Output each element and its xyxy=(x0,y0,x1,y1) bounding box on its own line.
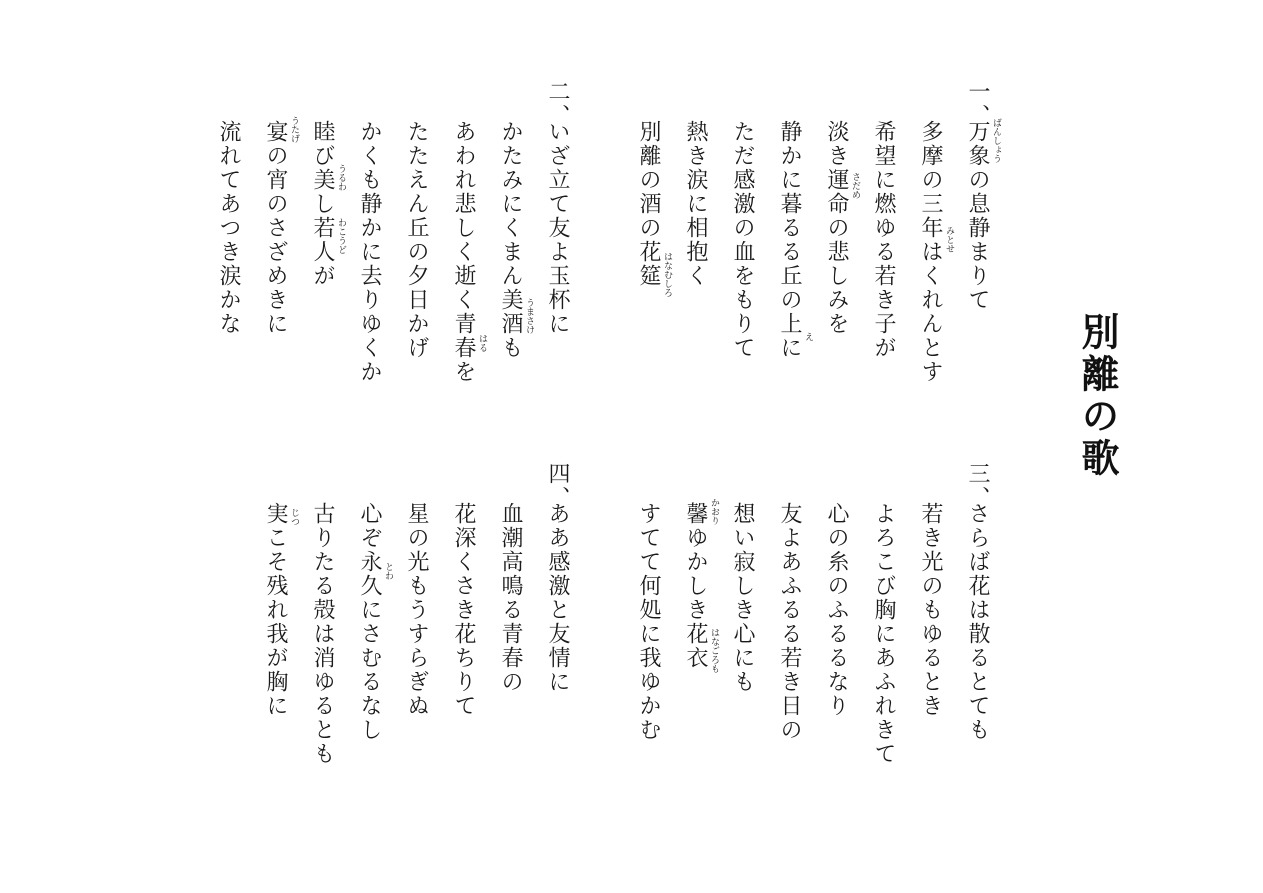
ruby: わこうど xyxy=(336,218,346,254)
verse-line: 実こそ残れ我が胸に xyxy=(263,502,288,718)
verse-line: 睦び美し若人が xyxy=(310,120,335,288)
verse-line: 馨ゆかしき花衣 xyxy=(683,502,708,670)
verse-line: 静かに暮るる丘の上に xyxy=(777,120,802,360)
ruby: じつ xyxy=(289,508,299,526)
verse-line: ただ感激の血をもりて xyxy=(730,120,755,360)
ruby: うたげ xyxy=(289,116,299,143)
verse-line: いざ立て友よ玉杯に xyxy=(545,120,570,336)
verse-line: よろこび胸にあふれきて xyxy=(871,502,896,766)
verse-line: 多摩の三年はくれんとす xyxy=(918,120,943,384)
verse-3 xyxy=(620,462,1000,792)
verse-line: 血潮高鳴る青春の xyxy=(498,502,523,694)
verse-line: 別離の酒の花筵 xyxy=(636,120,661,288)
verse-1 xyxy=(620,80,1000,410)
ruby: みとせ xyxy=(944,226,954,253)
verse-line: 古りたる殻は消ゆるとも xyxy=(310,502,335,766)
verse-line: 星の光もうすらぎぬ xyxy=(404,502,429,718)
verse-line: 心ぞ永久にさむるなし xyxy=(357,502,382,742)
ruby: はなむしろ xyxy=(662,252,672,297)
verse-line: 熱き涙に相抱く xyxy=(683,120,708,288)
ruby: え xyxy=(803,332,813,341)
verse-line: 宴の宵のさざめきに xyxy=(263,120,288,336)
verse-number: 一、 xyxy=(965,80,990,128)
ruby: ばんしょう xyxy=(991,118,1001,163)
verse-number: 四、 xyxy=(545,462,570,510)
song-title: 別離の歌 xyxy=(1075,312,1120,480)
verse-line: さらば花は散るとても xyxy=(965,502,990,742)
verse-line: かくも静かに去りゆくか xyxy=(357,120,382,384)
verse-line: 淡き運命の悲しみを xyxy=(824,120,849,336)
verse-line: 想い寂しき心にも xyxy=(730,502,755,694)
verse-line: かたみにくまん美酒も xyxy=(498,120,523,360)
verse-line: すてて何処に我ゆかむ xyxy=(636,502,661,742)
ruby: さだめ xyxy=(850,172,860,199)
ruby: はなごろも xyxy=(709,628,719,673)
verse-4 xyxy=(200,462,580,792)
verse-line: ああ感激と友情に xyxy=(545,502,570,694)
ruby: かおり xyxy=(709,498,719,525)
verse-line: 希望に燃ゆる若き子が xyxy=(871,120,896,360)
ruby: はる xyxy=(477,334,487,352)
ruby: とわ xyxy=(383,562,393,580)
verse-number: 三、 xyxy=(965,462,990,510)
verse-line: あわれ悲しく逝く青春を xyxy=(451,120,476,384)
verse-line: 流れてあつき涙かな xyxy=(216,120,241,336)
ruby: うまさけ xyxy=(524,298,534,334)
ruby: うるわ xyxy=(336,164,346,191)
verse-line: 友よあふるる若き日の xyxy=(777,502,802,742)
verse-line: 心の糸のふるるなり xyxy=(824,502,849,718)
verse-2 xyxy=(200,80,580,410)
verse-line: たたえん丘の夕日かげ xyxy=(404,120,429,360)
verse-line: 若き光のもゆるとき xyxy=(918,502,943,718)
verse-line: 万象の息静まりて xyxy=(965,120,990,312)
verse-number: 二、 xyxy=(545,80,570,128)
verse-line: 花深くさき花ちりて xyxy=(451,502,476,718)
